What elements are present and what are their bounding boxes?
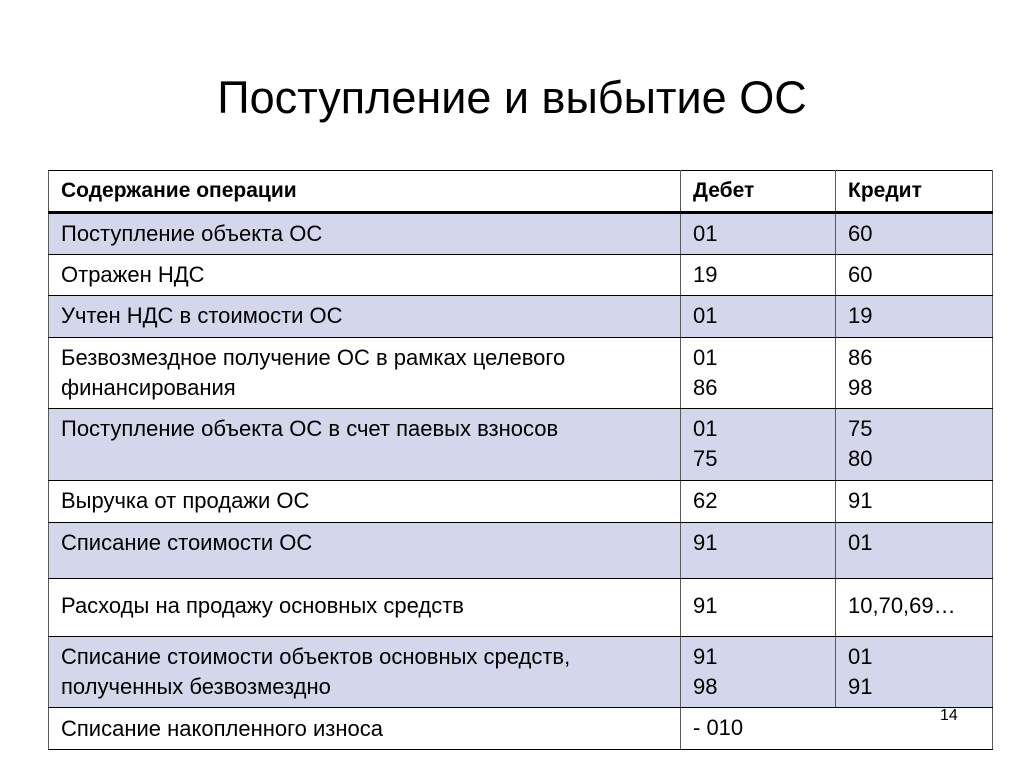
- page-number: 14: [940, 707, 958, 724]
- credit-cell: [836, 213, 993, 255]
- debit-value: 19: [693, 262, 718, 287]
- debit-cell: [681, 409, 836, 481]
- credit-value: 98: [848, 375, 873, 400]
- debit-cell: [681, 255, 836, 296]
- debit-cell: [681, 338, 836, 409]
- operation-cell: [49, 338, 681, 409]
- table-row: [49, 708, 993, 750]
- operation-cell: [49, 637, 681, 708]
- table-row: [49, 523, 993, 579]
- credit-cell: [836, 338, 993, 409]
- debit-value: 98: [693, 674, 718, 699]
- debit-cell: [681, 296, 836, 338]
- credit-value: 19: [848, 303, 873, 328]
- debit-value: 01: [693, 221, 718, 246]
- debit-cell: [681, 523, 836, 579]
- table-row: [49, 481, 993, 523]
- credit-value: 86: [848, 345, 873, 370]
- operation-cell: [49, 255, 681, 296]
- debit-value: 01: [693, 345, 718, 370]
- table-row: [49, 579, 993, 637]
- merged-value: - 010: [693, 715, 744, 740]
- operation-text: Выручка от продажи ОС: [61, 488, 310, 513]
- debit-value: 91: [693, 530, 718, 555]
- table-row: [49, 637, 993, 708]
- debit-value: 01: [693, 416, 718, 441]
- operation-cell: [49, 579, 681, 637]
- credit-value: 91: [848, 674, 873, 699]
- credit-cell: [836, 579, 993, 637]
- table-header-row: [49, 171, 993, 213]
- operation-text: Списание стоимости ОС: [61, 530, 313, 555]
- operation-text: Отражен НДС: [61, 262, 205, 287]
- operation-text: финансирования: [61, 375, 236, 400]
- credit-value: 91: [848, 488, 873, 513]
- debit-value: 75: [693, 446, 718, 471]
- table-row: [49, 409, 993, 481]
- operation-text: полученных безвозмездно: [61, 674, 331, 699]
- debit-value: 91: [693, 644, 718, 669]
- credit-value: 60: [848, 221, 873, 246]
- debit-value: 62: [693, 488, 718, 513]
- operations-table: [48, 170, 993, 750]
- header-credit: Кредит: [836, 171, 993, 213]
- credit-value: 01: [848, 530, 873, 555]
- header-operation: Содержание операции: [49, 171, 681, 213]
- credit-cell: [836, 523, 993, 579]
- debit-cell: [681, 579, 836, 637]
- credit-value: 10,70,69…: [848, 593, 956, 618]
- header-debit: Дебет: [681, 171, 836, 213]
- credit-value: 60: [848, 262, 873, 287]
- credit-value: 75: [848, 416, 873, 441]
- operation-text: Поступление объекта ОС: [61, 221, 323, 246]
- debit-value: 86: [693, 375, 718, 400]
- operation-cell: [49, 296, 681, 338]
- operation-cell: [49, 409, 681, 481]
- table-row: [49, 296, 993, 338]
- operation-text: Списание стоимости объектов основных средств,: [61, 644, 571, 669]
- table-row: [49, 213, 993, 255]
- operation-cell: [49, 213, 681, 255]
- debit-cell: [681, 213, 836, 255]
- operation-text: Безвозмездное получение ОС в рамках целевого: [61, 345, 566, 370]
- debit-cell: [681, 481, 836, 523]
- credit-value: 01: [848, 644, 873, 669]
- debit-cell: [681, 637, 836, 708]
- operation-text: Списание накопленного износа: [61, 716, 384, 741]
- debit-value: 91: [693, 593, 718, 618]
- credit-cell: [836, 409, 993, 481]
- credit-cell: [836, 296, 993, 338]
- operation-text: Поступление объекта ОС в счет паевых взносов: [61, 416, 559, 441]
- credit-cell: [836, 481, 993, 523]
- operation-text: Учтен НДС в стоимости ОС: [61, 303, 343, 328]
- credit-cell: [836, 255, 993, 296]
- operation-cell: [49, 523, 681, 579]
- credit-value: 80: [848, 446, 873, 471]
- operation-text: Расходы на продажу основных средств: [61, 593, 464, 618]
- slide-title: Поступление и выбытие ОС: [217, 72, 807, 123]
- credit-cell: [836, 637, 993, 708]
- debit-value: 01: [693, 303, 718, 328]
- operation-cell: [49, 481, 681, 523]
- table-row: [49, 255, 993, 296]
- operation-cell: [49, 708, 681, 750]
- table-row: [49, 338, 993, 409]
